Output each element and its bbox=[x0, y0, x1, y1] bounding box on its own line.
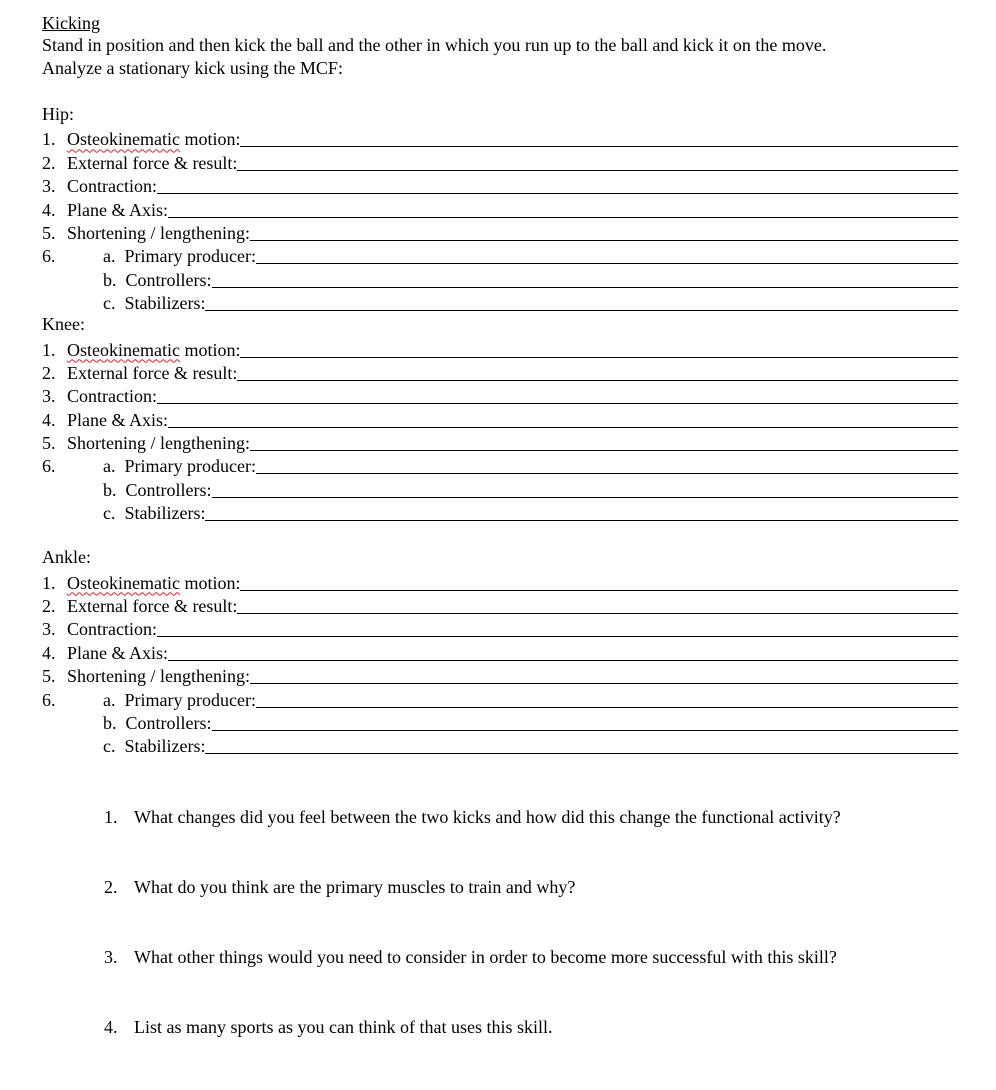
answer-line[interactable] bbox=[212, 729, 959, 731]
hip-primary-producer-row: 6. a. Primary producer: bbox=[42, 243, 958, 266]
answer-line[interactable] bbox=[168, 659, 958, 661]
knee-controllers-row: b. Controllers: bbox=[42, 476, 958, 499]
section-heading-knee: Knee: bbox=[42, 314, 85, 335]
answer-line[interactable] bbox=[250, 449, 958, 451]
knee-osteokinematic-row: 1. Osteokinematic motion: bbox=[42, 336, 958, 359]
answer-line[interactable] bbox=[157, 192, 958, 194]
hip-controllers-row: b. Controllers: bbox=[42, 266, 958, 289]
knee-shortening-row: 5. Shortening / lengthening: bbox=[42, 430, 958, 453]
answer-line[interactable] bbox=[256, 472, 958, 474]
hip-plane-axis-row: 4. Plane & Axis: bbox=[42, 196, 958, 219]
ankle-primary-producer-row: 6. a. Primary producer: bbox=[42, 686, 958, 709]
answer-line[interactable] bbox=[157, 635, 958, 637]
knee-stabilizers-row: c. Stabilizers: bbox=[42, 500, 958, 523]
ankle-shortening-row: 5. Shortening / lengthening: bbox=[42, 663, 958, 686]
hip-contraction-row: 3. Contraction: bbox=[42, 173, 958, 196]
answer-line[interactable] bbox=[256, 262, 958, 264]
answer-line[interactable] bbox=[250, 239, 958, 241]
question-3: 3. What other things would you need to consider in order to become more successful with this skill? bbox=[104, 947, 837, 967]
question-1: 1. What changes did you feel between the two kicks and how did this change the functional activity? bbox=[104, 807, 841, 827]
answer-line[interactable] bbox=[212, 286, 959, 288]
ankle-controllers-row: b. Controllers: bbox=[42, 710, 958, 733]
answer-line[interactable] bbox=[240, 145, 958, 147]
hip-shortening-row: 5. Shortening / lengthening: bbox=[42, 220, 958, 243]
answer-line[interactable] bbox=[205, 519, 958, 521]
knee-contraction-row: 3. Contraction: bbox=[42, 383, 958, 406]
ankle-stabilizers-row: c. Stabilizers: bbox=[42, 733, 958, 756]
ankle-osteokinematic-row: 1. Osteokinematic motion: bbox=[42, 569, 958, 592]
question-4: 4. List as many sports as you can think of that uses this skill. bbox=[104, 1017, 553, 1037]
intro-line-2: Analyze a stationary kick using the MCF: bbox=[42, 58, 343, 78]
answer-line[interactable] bbox=[205, 309, 958, 311]
hip-stabilizers-row: c. Stabilizers: bbox=[42, 290, 958, 313]
answer-line[interactable] bbox=[250, 682, 958, 684]
knee-plane-axis-row: 4. Plane & Axis: bbox=[42, 406, 958, 429]
answer-line[interactable] bbox=[212, 496, 959, 498]
answer-line[interactable] bbox=[168, 426, 958, 428]
knee-external-force-row: 2. External force & result: bbox=[42, 360, 958, 383]
ankle-contraction-row: 3. Contraction: bbox=[42, 616, 958, 639]
question-2: 2. What do you think are the primary muscles to train and why? bbox=[104, 877, 576, 897]
answer-line[interactable] bbox=[237, 379, 958, 381]
ankle-external-force-row: 2. External force & result: bbox=[42, 593, 958, 616]
worksheet bbox=[42, 12, 958, 756]
section-heading-ankle: Ankle: bbox=[42, 547, 91, 568]
answer-line[interactable] bbox=[205, 752, 958, 754]
worksheet-title: Kicking bbox=[42, 13, 100, 33]
ankle-plane-axis-row: 4. Plane & Axis: bbox=[42, 639, 958, 662]
answer-line[interactable] bbox=[240, 589, 958, 591]
answer-line[interactable] bbox=[237, 612, 958, 614]
knee-primary-producer-row: 6. a. Primary producer: bbox=[42, 453, 958, 476]
intro-line-1: Stand in position and then kick the ball and the other in which you run up to the ball and kick it on the move. bbox=[42, 35, 827, 55]
answer-line[interactable] bbox=[157, 402, 958, 404]
answer-line[interactable] bbox=[237, 169, 958, 171]
answer-line[interactable] bbox=[240, 356, 958, 358]
section-heading-hip: Hip: bbox=[42, 104, 75, 124]
answer-line[interactable] bbox=[168, 216, 958, 218]
answer-line[interactable] bbox=[256, 706, 958, 708]
hip-osteokinematic-row: 1. Osteokinematic motion: bbox=[42, 126, 958, 149]
hip-external-force-row: 2. External force & result: bbox=[42, 149, 958, 172]
